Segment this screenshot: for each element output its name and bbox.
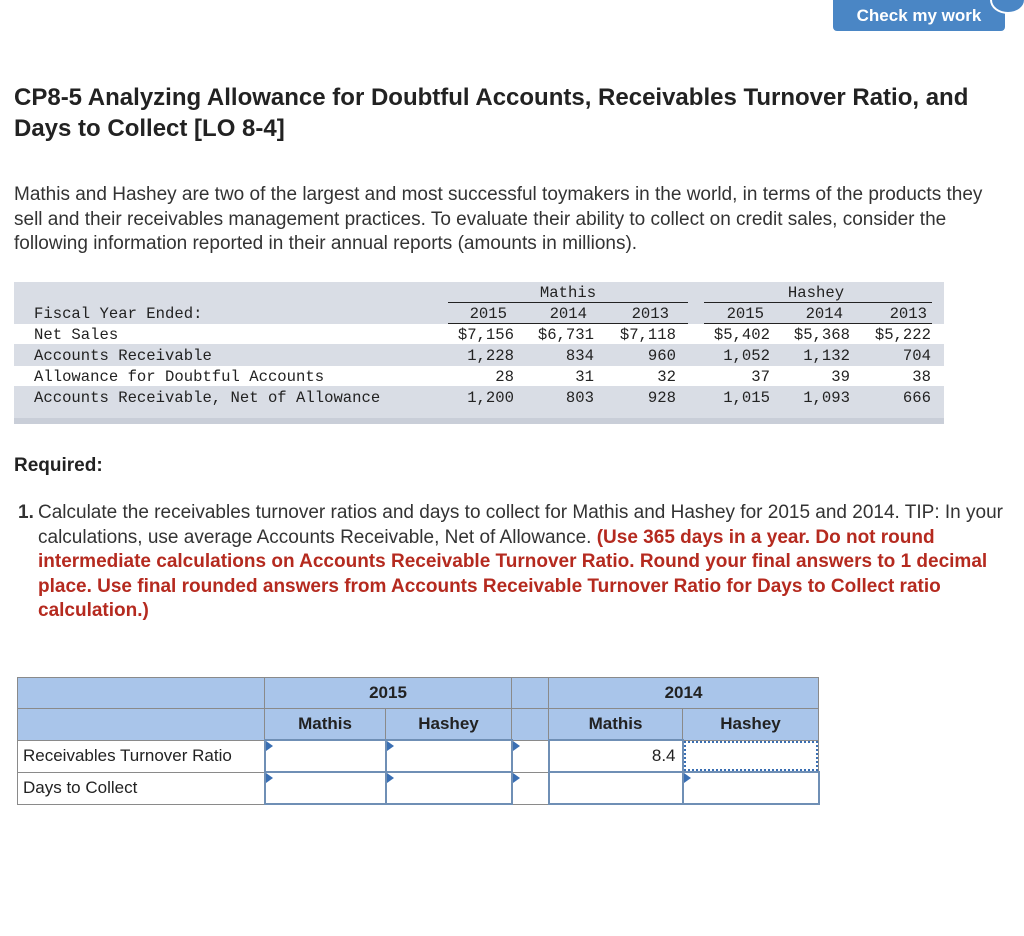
cell-marker-icon bbox=[513, 741, 520, 751]
value: 1,052 bbox=[723, 347, 770, 365]
year-header-2015: 2015 bbox=[265, 678, 512, 709]
cell-marker-icon bbox=[387, 741, 394, 751]
answer-cell[interactable] bbox=[549, 772, 683, 804]
company-header-hashey: Hashey bbox=[787, 284, 845, 302]
year-label: 2015 bbox=[469, 305, 507, 323]
mathis-2014-turnover-input[interactable] bbox=[550, 742, 682, 770]
cell-marker-icon bbox=[684, 773, 691, 783]
hashey-2015-days-input[interactable] bbox=[387, 774, 511, 802]
answer-cell[interactable] bbox=[549, 740, 683, 772]
underline bbox=[704, 302, 932, 303]
table-row bbox=[18, 740, 819, 772]
hashey-2014-days-input[interactable] bbox=[684, 774, 818, 802]
underline bbox=[448, 323, 688, 324]
problem-title: CP8-5 Analyzing Allowance for Doubtful Accounts, Receivables Turnover Ratio, and Days to Collect [LO 8-4] bbox=[14, 84, 969, 142]
value: 1,093 bbox=[803, 389, 850, 407]
year-header-2014: 2014 bbox=[549, 678, 819, 709]
cell-marker-icon bbox=[266, 773, 273, 783]
answer-cell[interactable] bbox=[265, 772, 386, 804]
mathis-2015-turnover-input[interactable] bbox=[266, 742, 385, 770]
value: 1,015 bbox=[723, 389, 770, 407]
company-header: Mathis bbox=[549, 709, 683, 741]
hashey-2014-turnover-input[interactable] bbox=[684, 742, 819, 770]
company-header: Mathis bbox=[265, 709, 386, 741]
spacer-cell bbox=[512, 740, 549, 772]
mathis-2015-days-input[interactable] bbox=[266, 774, 385, 802]
value: 1,132 bbox=[803, 347, 850, 365]
table-row bbox=[18, 772, 819, 804]
value: 704 bbox=[902, 347, 931, 365]
year-label: 2013 bbox=[889, 305, 927, 323]
row-label: Allowance for Doubtful Accounts bbox=[34, 368, 325, 386]
row-label: Net Sales bbox=[34, 326, 119, 344]
value: 834 bbox=[565, 347, 594, 365]
requirement-text: Calculate the receivables turnover ratios and days to collect for Mathis and Hashey for 2015 and 2014. TIP: In your calculations, use average Accounts Receivable, Net of Allowance. bbox=[38, 502, 1003, 548]
value: 1,200 bbox=[467, 389, 514, 407]
answer-table bbox=[17, 677, 820, 805]
value: 32 bbox=[657, 368, 676, 386]
value: 960 bbox=[647, 347, 676, 365]
value: 803 bbox=[565, 389, 594, 407]
answer-cell[interactable] bbox=[683, 772, 819, 804]
value: $6,731 bbox=[537, 326, 594, 344]
value: 28 bbox=[495, 368, 514, 386]
check-my-work-button[interactable]: Check my work bbox=[833, 0, 1005, 31]
value: 666 bbox=[902, 389, 931, 407]
cell-marker-icon bbox=[387, 773, 394, 783]
header-blank bbox=[18, 709, 265, 741]
value: 39 bbox=[831, 368, 850, 386]
value: 37 bbox=[751, 368, 770, 386]
year-label: 2014 bbox=[549, 305, 587, 323]
required-heading: Required: bbox=[14, 455, 103, 476]
answer-cell[interactable] bbox=[683, 740, 819, 772]
requirement-number: 1. bbox=[18, 502, 34, 523]
header-spacer bbox=[512, 678, 549, 709]
value: 928 bbox=[647, 389, 676, 407]
requirement-1 bbox=[18, 501, 1018, 624]
value: $7,118 bbox=[619, 326, 676, 344]
row-label-turnover: Receivables Turnover Ratio bbox=[18, 740, 265, 772]
mathis-2014-days-input[interactable] bbox=[550, 774, 682, 802]
company-header-mathis: Mathis bbox=[539, 284, 597, 302]
value: 31 bbox=[575, 368, 594, 386]
company-header: Hashey bbox=[683, 709, 819, 741]
spacer-cell bbox=[512, 772, 549, 804]
row-label-days: Days to Collect bbox=[18, 772, 265, 804]
value: $5,402 bbox=[713, 326, 770, 344]
row-label: Accounts Receivable, Net of Allowance bbox=[34, 389, 381, 407]
company-header: Hashey bbox=[386, 709, 512, 741]
underline bbox=[448, 302, 688, 303]
header-spacer bbox=[512, 709, 549, 741]
underline bbox=[704, 323, 932, 324]
header-blank bbox=[18, 678, 265, 709]
value: 38 bbox=[912, 368, 931, 386]
value: $5,368 bbox=[793, 326, 850, 344]
cell-marker-icon bbox=[513, 773, 520, 783]
problem-intro: Mathis and Hashey are two of the largest and most successful toymakers in the world, in terms of the products they sell and their receivables management practices. To evaluate their ability to collect on credit sales, consider the following information reported in their annual reports (amounts in millions). bbox=[14, 184, 983, 254]
value: $5,222 bbox=[874, 326, 931, 344]
fiscal-year-label: Fiscal Year Ended: bbox=[34, 305, 203, 323]
row-label: Accounts Receivable bbox=[34, 347, 212, 365]
answer-cell[interactable] bbox=[265, 740, 386, 772]
year-label: 2013 bbox=[631, 305, 669, 323]
value: $7,156 bbox=[457, 326, 514, 344]
cell-marker-icon bbox=[266, 741, 273, 751]
requirement-instructions: (Use 365 days in a year. Do not round intermediate calculations on Accounts Receivable Turnover Ratio. Round your final answers to 1 decimal place. Use final rounded answers from Accounts Receivable Turnover Ratio for Days to Collect ratio calculation.) bbox=[38, 526, 988, 621]
year-label: 2015 bbox=[726, 305, 764, 323]
hashey-2015-turnover-input[interactable] bbox=[387, 742, 511, 770]
value: 1,228 bbox=[467, 347, 514, 365]
answer-cell[interactable] bbox=[386, 740, 512, 772]
year-label: 2014 bbox=[805, 305, 843, 323]
panel-divider bbox=[14, 418, 944, 424]
answer-cell[interactable] bbox=[386, 772, 512, 804]
